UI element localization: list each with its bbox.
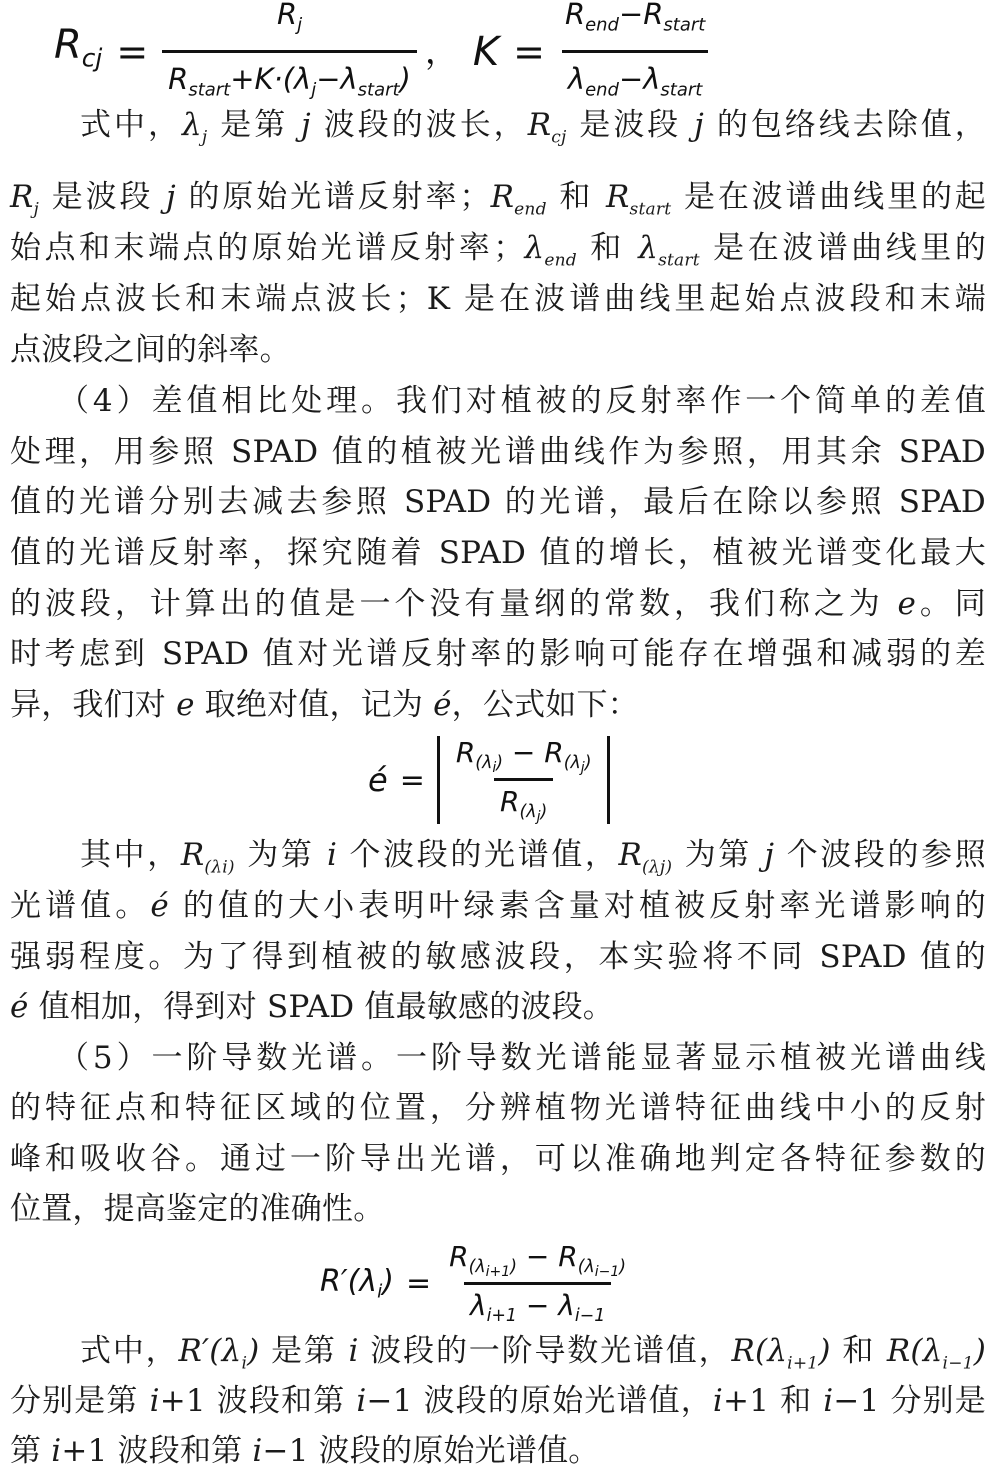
- formula1-denominator: $R_{start}+K\cdot(\lambda_j-\lambda_{start})$: [162, 50, 417, 112]
- formula2-numerator: $R_{(\lambda i)} - R_{(\lambda j)}$: [455, 735, 592, 776]
- formula1-comma: ，: [424, 32, 459, 72]
- formula1-lhs: $R_{cj}$: [54, 22, 103, 73]
- para1-line5: 点波段之间的斜率。: [10, 332, 291, 368]
- para5-line3: 第 i+1 波段和第 i−1 波段的原始光谱值。: [10, 1433, 600, 1469]
- formula3-lhs: $R'(\lambda_i)$: [320, 1263, 395, 1303]
- para4-line1: （5）一阶导数光谱。一阶导数光谱能显著显示植被光谱曲线: [58, 1040, 986, 1076]
- para3-line4: é 值相加，得到对 SPAD 值最敏感的波段。: [10, 989, 614, 1025]
- formula1-equals: =: [116, 30, 149, 74]
- para2-line7: 异，我们对 e 取绝对值，记为 é，公式如下：: [10, 687, 639, 723]
- para4-line4: 位置，提高鉴定的准确性。: [10, 1191, 385, 1227]
- formula-first-derivative: [320, 1237, 632, 1329]
- formula2-lhs: é: [368, 761, 388, 799]
- para2-line4: 值的光谱反射率，探究随着 SPAD 值的增长，植被光谱变化最大: [10, 535, 986, 571]
- para4-line3: 峰和吸收谷。通过一阶导出光谱，可以准确地判定各特征参数的: [10, 1141, 986, 1177]
- formula3-fraction: [443, 1240, 632, 1326]
- para5-line2: 分别是第 i+1 波段和第 i−1 波段的原始光谱值，i+1 和 i−1 分别是: [10, 1383, 987, 1419]
- para2-line3: 值的光谱分别去减去参照 SPAD 的光谱，最后在除以参照 SPAD: [10, 484, 986, 520]
- para3-line1: 其中，$R_{(\lambda i)}$ 为第 i 个波段的光谱值，$R_{(\lambda j)}$ 为第 j 个波段的参照: [80, 837, 986, 878]
- formula-envelope-removal: [54, 0, 711, 100]
- para2-line1: （4）差值相比处理。我们对植被的反射率作一个简单的差值: [58, 383, 986, 419]
- formula3-equals: =: [406, 1265, 432, 1301]
- formula2-equals: =: [399, 762, 425, 798]
- formula1-k-numerator: $R_{end}-R_{start}$: [564, 0, 706, 36]
- para1-line3: 始点和末端点的原始光谱反射率；$\lambda_{end}$ 和 $\lambda_{start}$ 是在波谱曲线里的: [10, 230, 987, 271]
- formula2-denominator: $R_{(\lambda j)}$: [494, 778, 553, 825]
- formula1-k-denominator: $\lambda_{end}-\lambda_{start}$: [562, 50, 708, 112]
- para1-line1: 式中，$\lambda_j$ 是第 j 波段的波长，$R_{cj}$ 是波段 j 的包络线去除值，: [80, 107, 986, 148]
- formula2-fraction: [450, 736, 598, 825]
- formula1-fraction-rcj: [162, 0, 417, 112]
- formula3-numerator: $R_{(\lambda i+1)} - R_{(\lambda i-1)}$: [449, 1240, 627, 1280]
- formula2-abs-left-bar: [437, 736, 440, 824]
- para1-line4: 起始点波长和末端点波长；K 是在波谱曲线里起始点波段和末端: [10, 281, 986, 317]
- formula1-fraction-k: [559, 0, 711, 112]
- formula1-k: K: [472, 29, 500, 75]
- para2-line2: 处理，用参照 SPAD 值的植被光谱曲线作为参照，用其余 SPAD: [10, 434, 986, 470]
- formula-abs-difference: [368, 734, 610, 826]
- para2-line6: 时考虑到 SPAD 值对光谱反射率的影响可能存在增强和减弱的差: [10, 636, 986, 672]
- para5-line1: 式中，$R'(\lambda_i)$ 是第 i 波段的一阶导数光谱值，$R(\lambda_{i+1})$ 和 $R(\lambda_{i-1})$: [80, 1333, 986, 1374]
- para4-line2: 的特征点和特征区域的位置，分辨植物光谱特征曲线中小的反射: [10, 1090, 986, 1126]
- para1-line2: $R_j$ 是波段 j 的原始光谱反射率；$R_{end}$ 和 $R_{start}$ 是在波谱曲线里的起: [10, 179, 986, 220]
- para2-line5: 的波段，计算出的值是一个没有量纲的常数，我们称之为 e。同: [10, 586, 986, 622]
- formula1-equals-2: =: [513, 30, 545, 74]
- formula2-abs-right-bar: [607, 736, 610, 824]
- para3-line2: 光谱值。é 的值的大小表明叶绿素含量对植被反射率光谱影响的: [10, 888, 986, 924]
- para3-line3: 强弱程度。为了得到植被的敏感波段，本实验将不同 SPAD 值的: [10, 939, 986, 975]
- formula1-numerator: $R_j$: [276, 0, 303, 36]
- formula3-denominator: $\lambda_{i+1} - \lambda_{i-1}$: [464, 1282, 611, 1326]
